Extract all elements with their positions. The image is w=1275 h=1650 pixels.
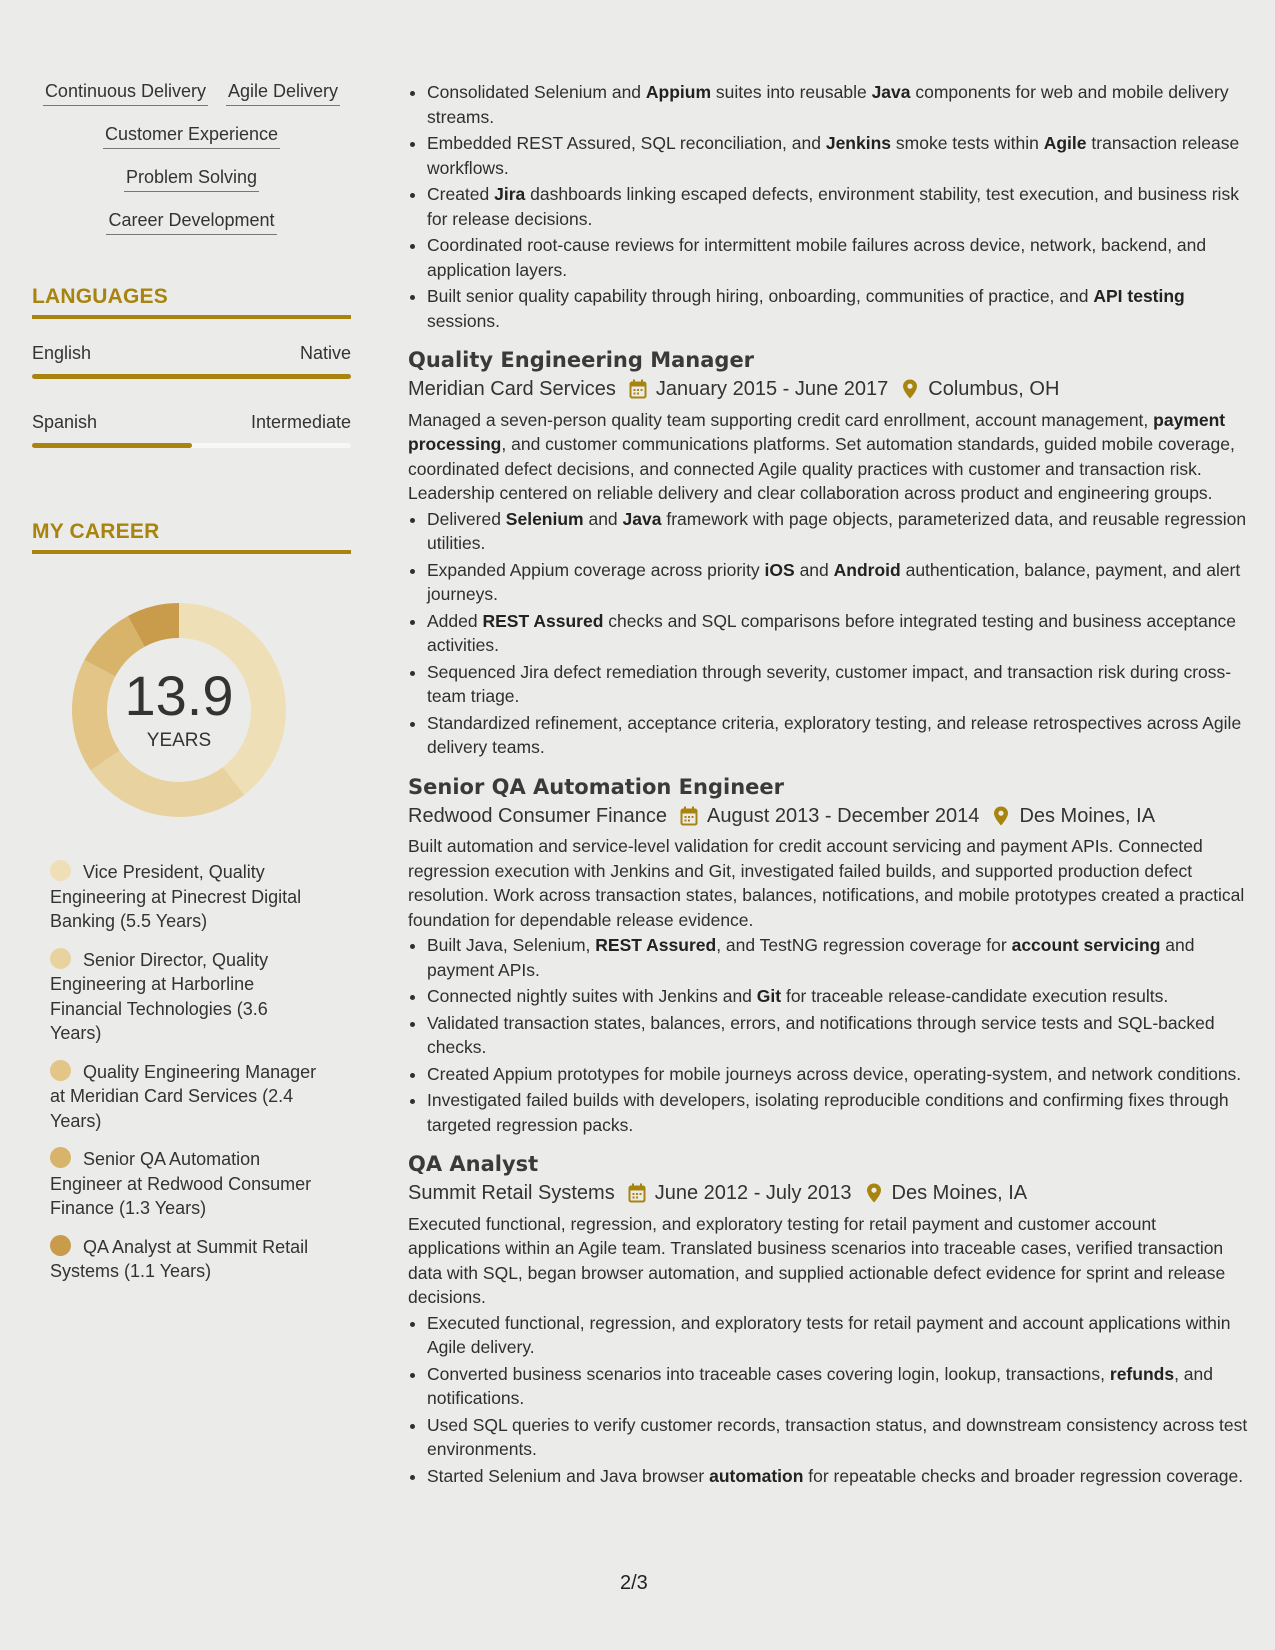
bullet-item: • Converted business scenarios into traceable cases covering login, lookup, transactions, refunds, and notifications. (427, 1362, 1248, 1411)
bullet-item: • Embedded REST Assured, SQL reconciliation, and Jenkins smoke tests within Agile transaction release workflows. (427, 131, 1248, 180)
job-dates: June 2012 - July 2013 (654, 1182, 852, 1204)
job-dates: August 2013 - December 2014 (707, 804, 980, 827)
skill-tag: Continuous Delivery (43, 80, 208, 106)
location-pin-icon (992, 806, 1010, 826)
job-bullets (408, 507, 1248, 760)
job-bullets (408, 933, 1248, 1137)
bullet-item: • Built Java, Selenium, REST Assured, and TestNG regression coverage for account servicing and payment APIs. (427, 933, 1248, 982)
language-item (32, 412, 351, 448)
legend-dot (50, 948, 71, 969)
calendar-icon (680, 806, 698, 826)
languages-heading: LANGUAGES (32, 285, 351, 319)
company-name: Summit Retail Systems (408, 1182, 615, 1204)
bullet-item: • Consolidated Selenium and Appium suites into reusable Java components for web and mobile delivery streams. (427, 80, 1248, 129)
location-pin-icon (865, 1183, 883, 1203)
total-years-label: YEARS (146, 730, 212, 751)
bullet-item: • Coordinated root-cause reviews for intermittent mobile failures across device, network, backend, and application layers. (427, 233, 1248, 282)
bullet-item: • Validated transaction states, balances, errors, and notifications through service tests and SQL-backed checks. (427, 1011, 1248, 1060)
page-number: 2/3 (620, 1572, 648, 1594)
skill-tag: Problem Solving (124, 166, 259, 192)
legend-item (50, 1235, 320, 1284)
legend-label: Senior QA Automation Engineer at Redwood Consumer Finance (1.3 Years) (50, 1149, 312, 1218)
bullet-item: • Standardized refinement, acceptance criteria, exploratory testing, and release retrospectives across Agile delivery teams. (427, 711, 1248, 760)
bullet-item: • Expanded Appium coverage across priority iOS and Android authentication, balance, payment, and alert journeys. (427, 558, 1248, 607)
legend-dot (50, 1060, 71, 1081)
job-title: Quality Engineering Manager (408, 348, 755, 372)
language-proficiency-bar (32, 443, 351, 448)
job-entry (408, 772, 1248, 1138)
job-dates: January 2015 - June 2017 (655, 378, 889, 400)
legend-label: Vice President, Quality Engineering at Pinecrest Digital Banking (5.5 Years) (50, 862, 302, 931)
legend-label: Quality Engineering Manager at Meridian Card Services (2.4 Years) (50, 1061, 317, 1131)
company-name: Meridian Card Services (408, 378, 616, 400)
experience-section (408, 80, 1248, 1490)
bullet-item: • Used SQL queries to verify customer records, transaction status, and downstream consistency across test environments. (427, 1413, 1248, 1462)
skills-list (32, 80, 351, 235)
legend-label: QA Analyst at Summit Retail Systems (1.1 Years) (50, 1236, 309, 1281)
company-name: Redwood Consumer Finance (408, 804, 668, 827)
language-name: English (32, 343, 92, 363)
legend-dot (50, 1147, 71, 1168)
language-level: Intermediate (250, 412, 351, 432)
skill-tag: Agile Delivery (226, 80, 340, 106)
previous-job-bullets (408, 80, 1248, 333)
job-location: Des Moines, IA (891, 1182, 1028, 1204)
job-title: QA Analyst (408, 1152, 539, 1176)
job-summary: Executed functional, regression, and exploratory testing for retail payment and customer account applications within an Agile team. Translated business scenarios into traceable cases, verified transaction data with SQL, began browser automation, and supplied actionable defect evidence for sprint and release decisions. (408, 1213, 1226, 1307)
job-entry (408, 1149, 1248, 1488)
legend-item (50, 1147, 320, 1221)
bullet-item: • Built senior quality capability through hiring, onboarding, communities of practice, and API testing sessions. (427, 284, 1248, 333)
legend-dot (50, 860, 71, 881)
job-meta (408, 1181, 1248, 1206)
career-donut-chart (65, 596, 293, 824)
skill-tag: Customer Experience (103, 123, 280, 149)
legend-item (50, 948, 320, 1046)
legend-dot (50, 1235, 71, 1256)
legend-item (50, 1060, 320, 1134)
bullet-item: • Created Jira dashboards linking escaped defects, environment stability, test execution, and business risk for release decisions. (427, 182, 1248, 231)
calendar-icon (628, 1183, 646, 1203)
sidebar (32, 80, 351, 1298)
language-proficiency-bar (32, 374, 351, 379)
job-location: Columbus, OH (928, 378, 1060, 400)
job-bullets (408, 1311, 1248, 1489)
legend-item (50, 860, 320, 934)
donut-segment (91, 751, 245, 817)
bullet-item: • Investigated failed builds with developers, isolating reproducible conditions and confirming fixes through targeted regression packs. (427, 1088, 1248, 1137)
job-summary: Built automation and service-level validation for credit account servicing and payment APIs. Connected regression execution with Jenkins and Git, investigated failed builds, and supported production defect resolution. Work across transaction states, balances, notifications, and mobile prototypes created a practical foundation for dependable release evidence. (408, 836, 1245, 930)
job-summary: Managed a seven-person quality team supporting credit card enrollment, account management, payment processing, and customer communications platforms. Set automation standards, guided mobile coverage, coordinated defect decisions, and connected Agile quality practices with customer and transaction risk. Leadership centered on reliable delivery and clear collaboration across product and engineering groups. (408, 409, 1235, 503)
language-proficiency-fill (32, 374, 351, 379)
job-title: Senior QA Automation Engineer (408, 774, 784, 799)
bullet-item: • Executed functional, regression, and exploratory tests for retail payment and account applications within Agile delivery. (427, 1311, 1248, 1360)
language-name: Spanish (32, 412, 98, 432)
job-meta (408, 804, 1248, 829)
legend-label: Senior Director, Quality Engineering at Harborline Financial Technologies (3.6 Years) (50, 949, 269, 1043)
bullet-item: • Added REST Assured checks and SQL comparisons before integrated testing and business acceptance activities. (427, 609, 1248, 658)
total-years-value: 13.9 (124, 664, 234, 727)
calendar-icon (629, 379, 647, 399)
bullet-item: • Delivered Selenium and Java framework with page objects, parameterized data, and reusable regression utilities. (427, 507, 1248, 556)
location-pin-icon (901, 379, 919, 399)
bullet-item: • Started Selenium and Java browser automation for repeatable checks and broader regression coverage. (427, 1464, 1248, 1489)
career-legend (50, 860, 320, 1284)
job-meta (408, 377, 1248, 402)
skill-tag: Career Development (106, 209, 276, 235)
language-level: Native (299, 343, 351, 363)
job-location: Des Moines, IA (1019, 804, 1156, 827)
language-proficiency-fill (32, 443, 192, 448)
job-entry (408, 345, 1248, 760)
bullet-item: • Sequenced Jira defect remediation through severity, customer impact, and transaction risk during cross-team triage. (427, 660, 1248, 709)
language-item (32, 343, 351, 379)
bullet-item: • Created Appium prototypes for mobile journeys across device, operating-system, and network conditions. (427, 1062, 1248, 1087)
bullet-item: • Connected nightly suites with Jenkins and Git for traceable release-candidate execution results. (427, 984, 1248, 1009)
career-heading: MY CAREER (32, 520, 351, 554)
